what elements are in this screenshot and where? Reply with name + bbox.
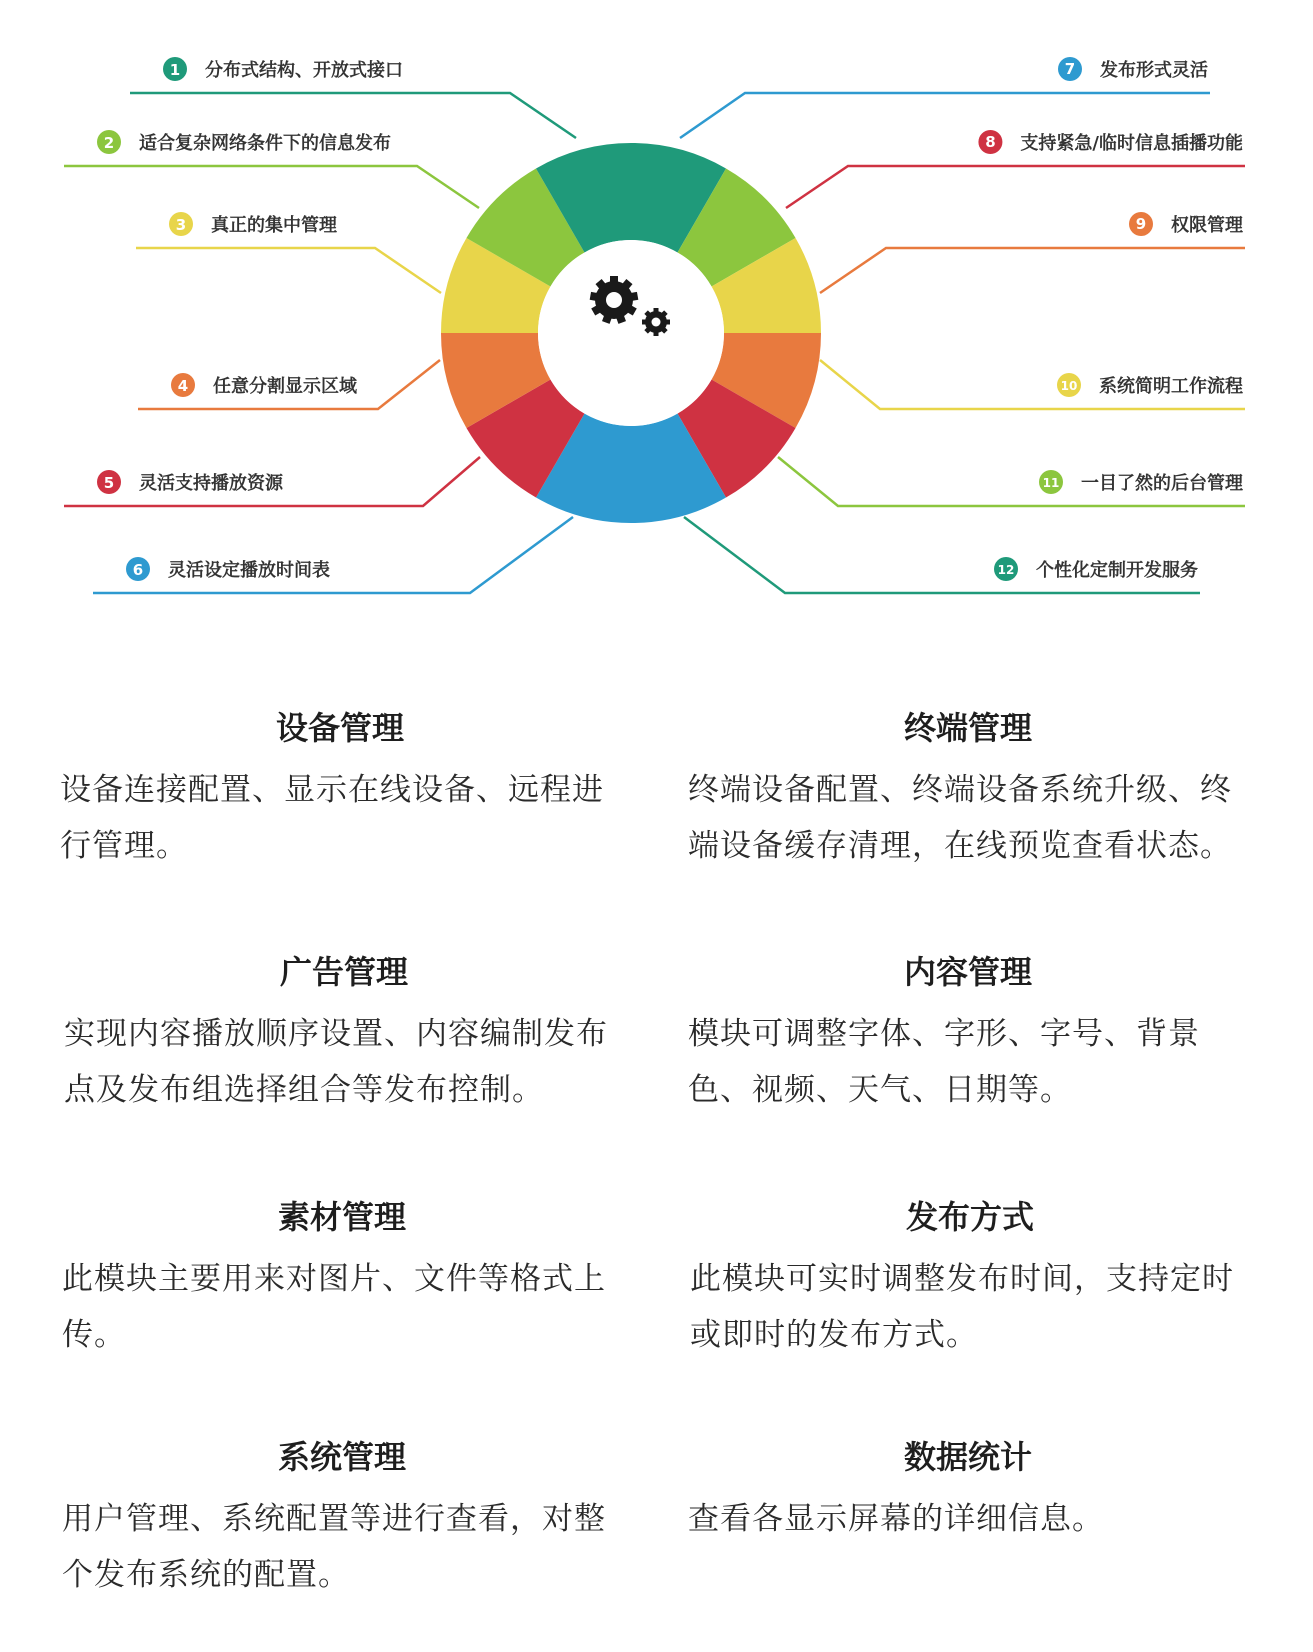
callout-line [64,166,479,208]
feature-terminal-management [688,708,1248,874]
callout-item [684,517,1200,593]
feature-desc: 模块可调整字体、字形、字号、背景色、视频、天气、日期等。 [688,1016,1200,1108]
callout-number: 9 [1135,215,1147,233]
feature-material-management [62,1197,622,1363]
feature-desc: 用户管理、系统配置等进行查看，对整个发布系统的配置。 [62,1501,606,1593]
callout-item [136,212,441,293]
callout-item [93,517,573,593]
feature-desc: 终端设备配置、终端设备系统升级、终端设备缓存清理，在线预览查看状态。 [688,772,1232,864]
callout-label: 适合复杂网络条件下的信息发布 [139,133,391,154]
feature-desc: 此模块主要用来对图片、文件等格式上传。 [62,1261,606,1353]
feature-device-management [60,708,620,874]
callout-number: 3 [175,216,187,234]
callout-label: 分布式结构、开放式接口 [205,60,403,81]
callout-item [64,130,479,208]
callout-item [680,57,1210,138]
callout-number: 4 [177,377,189,395]
feature-content-management [688,952,1248,1118]
callout-label: 系统简明工作流程 [1099,376,1243,397]
callout-number: 1 [169,61,181,79]
feature-desc: 设备连接配置、显示在线设备、远程进行管理。 [60,772,604,864]
feature-desc: 查看各显示屏幕的详细信息。 [688,1501,1104,1537]
callout-item [820,212,1245,293]
callout-line [136,248,441,293]
feature-data-statistics [688,1437,1248,1547]
callout-number: 8 [985,133,996,151]
feature-system-management [62,1437,622,1603]
callout-label: 个性化定制开发服务 [1036,560,1198,581]
feature-title: 系统管理 [277,1438,406,1476]
callout-line [680,93,1210,138]
callout-number: 12 [997,563,1015,577]
callout-label: 发布形式灵活 [1100,60,1208,81]
feature-wheel-diagram [0,0,1313,640]
feature-publish-method [690,1197,1250,1363]
feature-title: 终端管理 [903,709,1032,747]
callout-label: 权限管理 [1171,215,1243,236]
callout-label: 一目了然的后台管理 [1081,473,1243,494]
callout-number: 6 [132,561,144,579]
wheel-center [538,240,724,426]
callout-number: 11 [1042,476,1060,490]
callout-number: 10 [1060,379,1078,393]
feature-desc: 此模块可实时调整发布时间，支持定时或即时的发布方式。 [690,1261,1234,1353]
callout-number: 5 [103,474,115,492]
callout-label: 灵活设定播放时间表 [168,560,330,581]
feature-title: 设备管理 [275,709,404,747]
feature-title: 广告管理 [279,953,408,991]
feature-desc: 实现内容播放顺序设置、内容编制发布点及发布组选择组合等发布控制。 [64,1016,608,1108]
callout-item [138,360,440,409]
callout-item [786,130,1245,208]
callout-label: 灵活支持播放资源 [139,473,283,494]
callout-line [820,248,1245,293]
callout-label: 任意分割显示区域 [213,376,357,397]
callout-label: 支持紧急/临时信息插播功能 [1020,133,1243,154]
callout-item [820,360,1245,409]
feature-title: 数据统计 [903,1438,1032,1476]
callout-number: 2 [103,134,115,152]
callout-label: 真正的集中管理 [211,215,337,236]
callout-item [130,57,576,138]
callout-line [786,166,1245,208]
feature-title: 素材管理 [277,1198,406,1236]
feature-title: 发布方式 [905,1198,1034,1236]
callout-line [130,93,576,138]
callout-line [93,517,573,593]
callout-line [684,517,1200,593]
feature-ad-management [64,952,624,1118]
callout-item [778,457,1245,506]
callout-number: 7 [1064,60,1076,78]
feature-title: 内容管理 [903,953,1032,991]
callout-item [64,457,480,506]
